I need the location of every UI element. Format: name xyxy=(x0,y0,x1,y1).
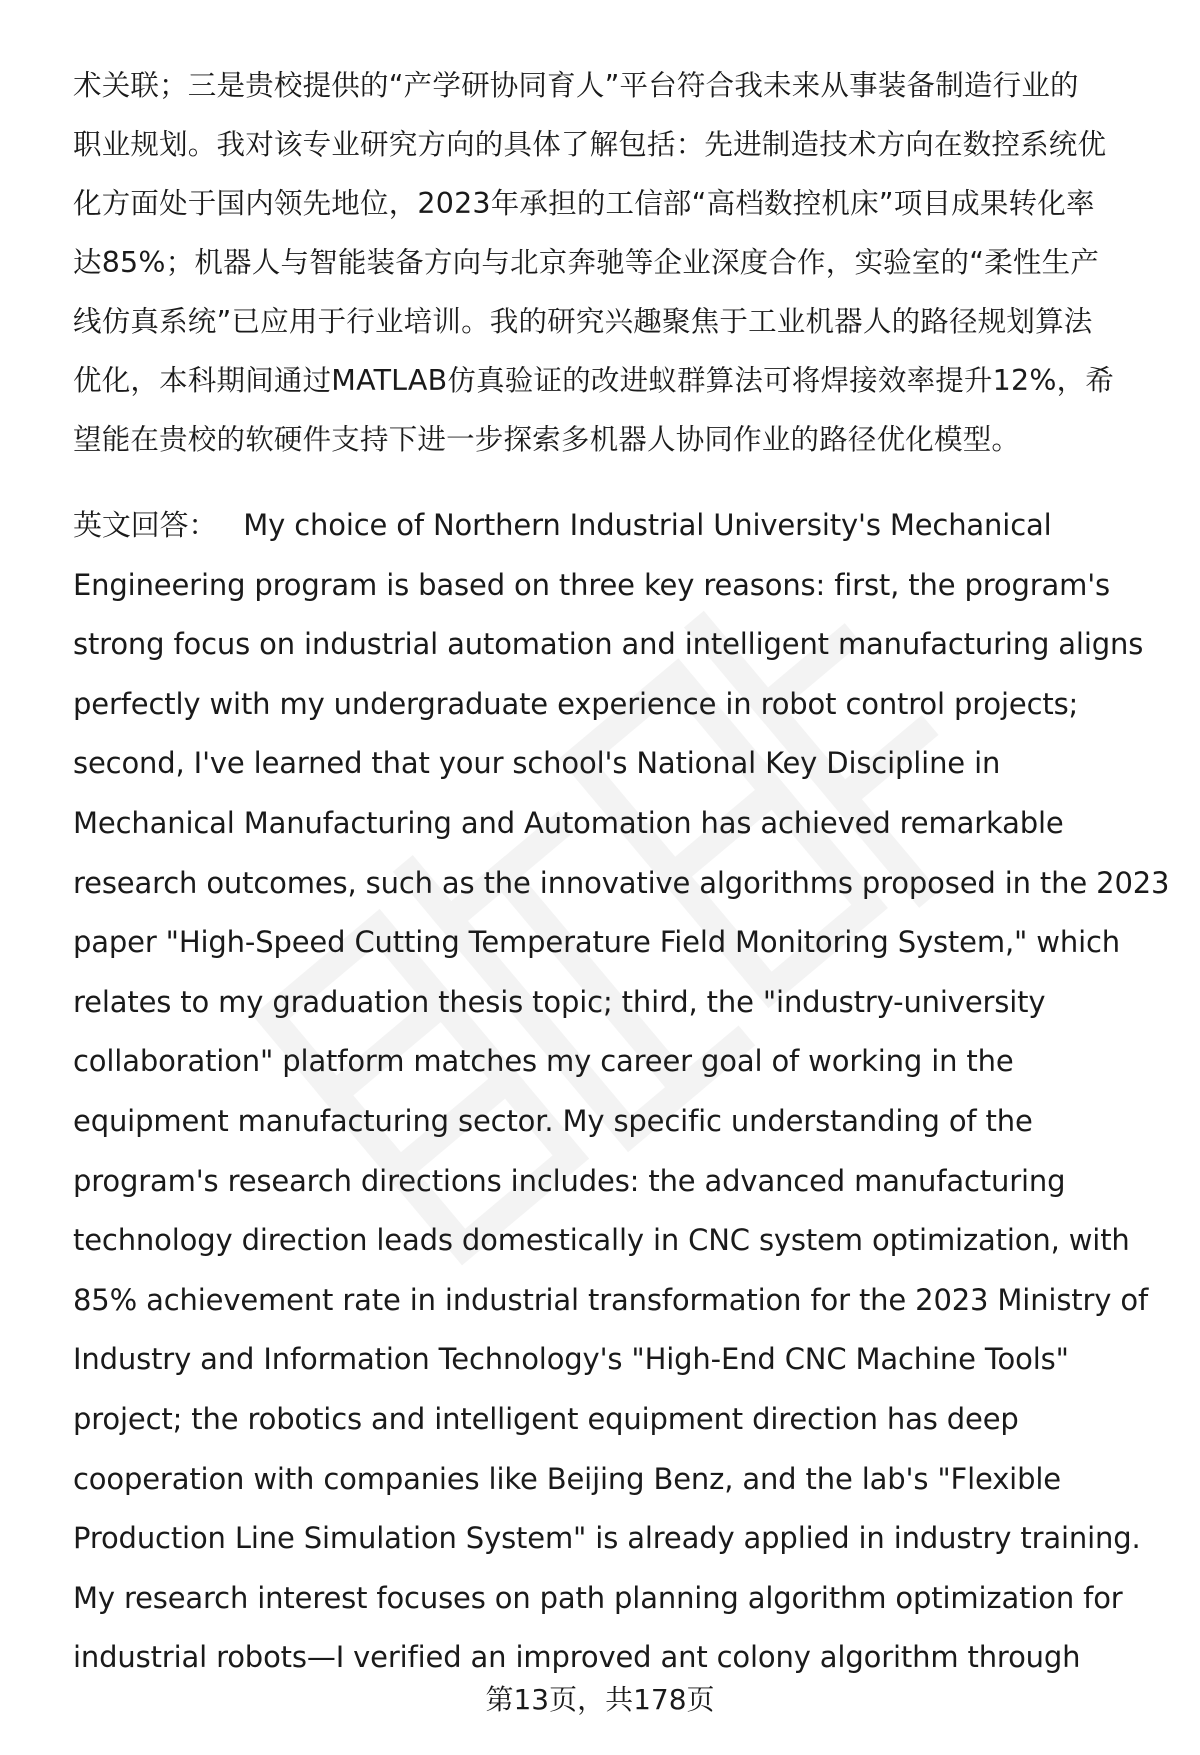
english-answer-label: 英文回答： xyxy=(73,508,218,542)
en-line: Mechanical Manufacturing and Automation has achieved remarkable xyxy=(73,805,1064,840)
page-number-footer: 第13页，共178页 xyxy=(485,1683,715,1716)
en-line: cooperation with companies like Beijing Benz, and the lab's "Flexible xyxy=(73,1461,1061,1496)
cn-line: 优化，本科期间通过MATLAB仿真验证的改进蚁群算法可将焊接效率提升12%，希 xyxy=(73,364,1115,397)
en-line: perfectly with my undergraduate experience in robot control projects; xyxy=(73,686,1079,721)
cn-line: 化方面处于国内领先地位，2023年承担的工信部“高档数控机床”项目成果转化率 xyxy=(73,187,1095,220)
en-line: equipment manufacturing sector. My specific understanding of the xyxy=(73,1103,1033,1138)
cn-line: 达85%；机器人与智能装备方向与北京奔驰等企业深度合作，实验室的“柔性生产 xyxy=(73,246,1100,279)
cn-line: 线仿真系统”已应用于行业培训。我的研究兴趣聚焦于工业机器人的路径规划算法 xyxy=(73,305,1093,338)
en-line: research outcomes, such as the innovative algorithms proposed in the 2023 xyxy=(73,865,1170,900)
cn-line: 术关联；三是贵校提供的“产学研协同育人”平台符合我未来从事装备制造行业的 xyxy=(73,69,1079,102)
en-line: industrial robots—I verified an improved ant colony algorithm through xyxy=(73,1640,1081,1675)
english-answer-first-line xyxy=(73,496,1163,556)
chinese-answer xyxy=(73,56,1153,469)
en-line: strong focus on industrial automation and intelligent manufacturing aligns xyxy=(73,627,1144,662)
en-line: relates to my graduation thesis topic; third, the "industry-university xyxy=(73,984,1046,1019)
en-line: paper "High-Speed Cutting Temperature Field Monitoring System," which xyxy=(73,925,1121,960)
en-line: collaboration" platform matches my career goal of working in the xyxy=(73,1044,1014,1079)
en-line: technology direction leads domestically in CNC system optimization, with xyxy=(73,1223,1130,1258)
en-line: My research interest focuses on path planning algorithm optimization for xyxy=(73,1580,1123,1615)
cn-line: 望能在贵校的软硬件支持下进一步探索多机器人协同作业的路径优化模型。 xyxy=(73,423,1021,456)
en-line: project; the robotics and intelligent equipment direction has deep xyxy=(73,1401,1019,1436)
en-line: Production Line Simulation System" is already applied in industry training. xyxy=(73,1521,1141,1556)
en-line: second, I've learned that your school's National Key Discipline in xyxy=(73,746,1001,781)
en-line: 85% achievement rate in industrial transformation for the 2023 Ministry of xyxy=(73,1282,1149,1317)
en-line: program's research directions includes: the advanced manufacturing xyxy=(73,1163,1066,1198)
english-answer-text: My choice of Northern Industrial University's Mechanical xyxy=(243,508,1052,542)
en-line: Engineering program is based on three key reasons: first, the program's xyxy=(73,567,1110,602)
cn-line: 职业规划。我对该专业研究方向的具体了解包括：先进制造技术方向在数控系统优 xyxy=(73,128,1107,161)
english-answer xyxy=(73,496,1170,1688)
en-line: Industry and Information Technology's "High-End CNC Machine Tools" xyxy=(73,1342,1069,1377)
